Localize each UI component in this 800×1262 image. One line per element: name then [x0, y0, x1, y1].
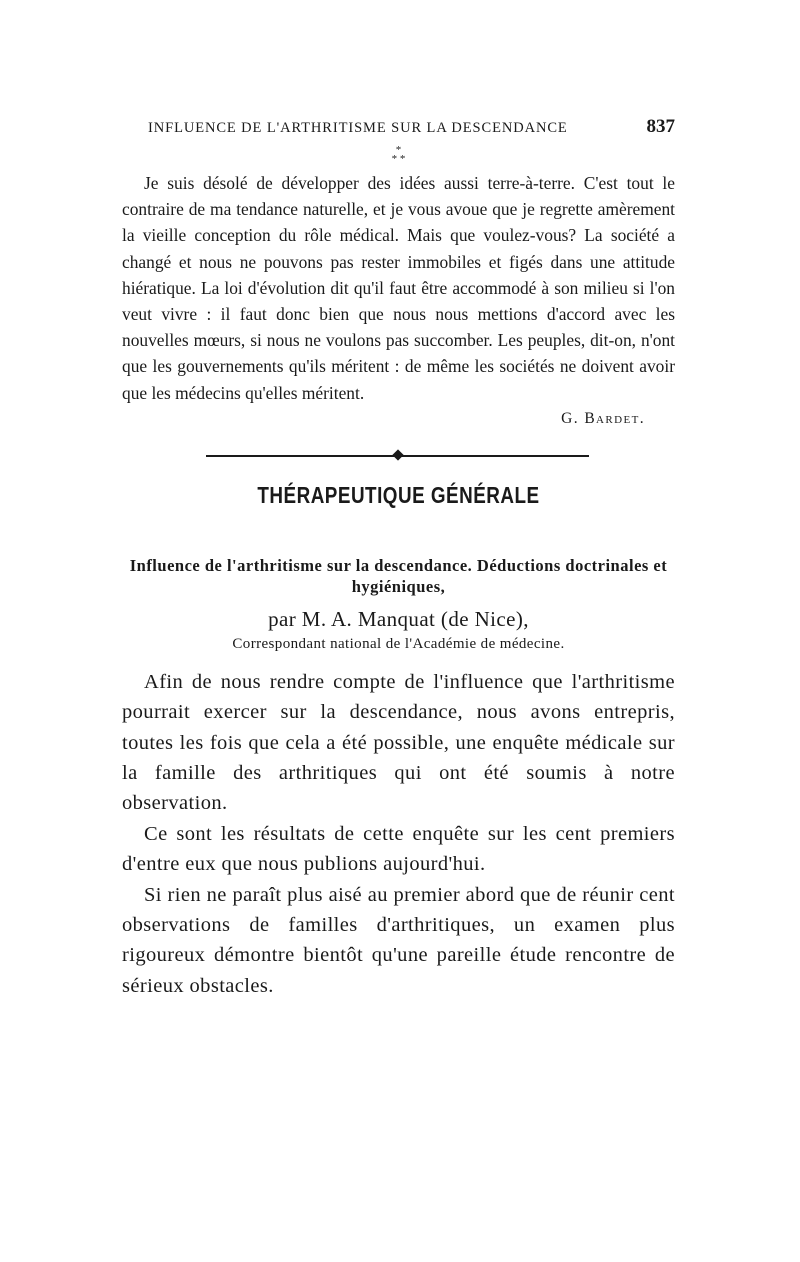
closing-paragraph: Je suis désolé de développer des idées aussi terre-à-terre. C'est tout le contraire de ma tendance naturelle, et je vous avoue que je regrette amèrement la vieille conception du rôle médical. Mais que voulez-vous? La société a changé et nous ne pouvons pas rester immobiles et figés dans une attitude hiératique. La loi d'évolution dit qu'il faut être accommodé à son milieu si l'on veut vivre : il faut donc bien que nous nous mettions d'accord avec les nouvelles mœurs, si nous ne voulons pas succomber. Les peuples, dit-on, n'ont que les gouvernements qu'ils méritent : de même les sociétés ne doivent avoir que les médecins qu'elles méritent. — [122, 173, 675, 403]
diamond-ornament-icon — [392, 449, 403, 460]
page-number: 837 — [646, 116, 675, 137]
article-title: Influence de l'arthritisme sur la descendance. Déductions doctrinales et hygiéniques, — [129, 555, 668, 596]
running-header — [122, 112, 675, 142]
asterism-bottom: * * — [391, 153, 406, 165]
running-title: INFLUENCE DE L'ARTHRITISME SUR LA DESCENDANCE — [148, 120, 568, 136]
body-paragraph: Afin de nous rendre compte de l'influence que l'arthritisme pourrait exercer sur la descendance, nous avons entrepris, toutes les fois que cela a été possible, une enquête médicale sur la famille des arthritiques qui ont été soumis à notre observation. — [122, 670, 675, 815]
ornamental-rule — [206, 450, 589, 462]
asterism-divider — [122, 146, 675, 164]
book-page — [122, 112, 675, 1001]
section-title: THÉRAPEUTIQUE GÉNÉRALE — [257, 481, 540, 508]
body-paragraph: Si rien ne paraît plus aisé au premier abord que de réunir cent observations de familles d'arthritiques, un examen plus rigoureux démontre bientôt qu'une pareille étude rencontre de sérieux obstacles. — [122, 883, 675, 997]
author-affiliation: Correspondant national de l'Académie de médecine. — [232, 635, 565, 652]
asterism-top: * — [395, 144, 402, 156]
body-paragraph: Ce sont les résultats de cette enquête sur les cent premiers d'entre eux que nous publions aujourd'hui. — [122, 822, 675, 876]
article-byline: par M. A. Manquat (de Nice), — [268, 606, 529, 631]
author-signature: G. Bardet. — [561, 409, 645, 427]
